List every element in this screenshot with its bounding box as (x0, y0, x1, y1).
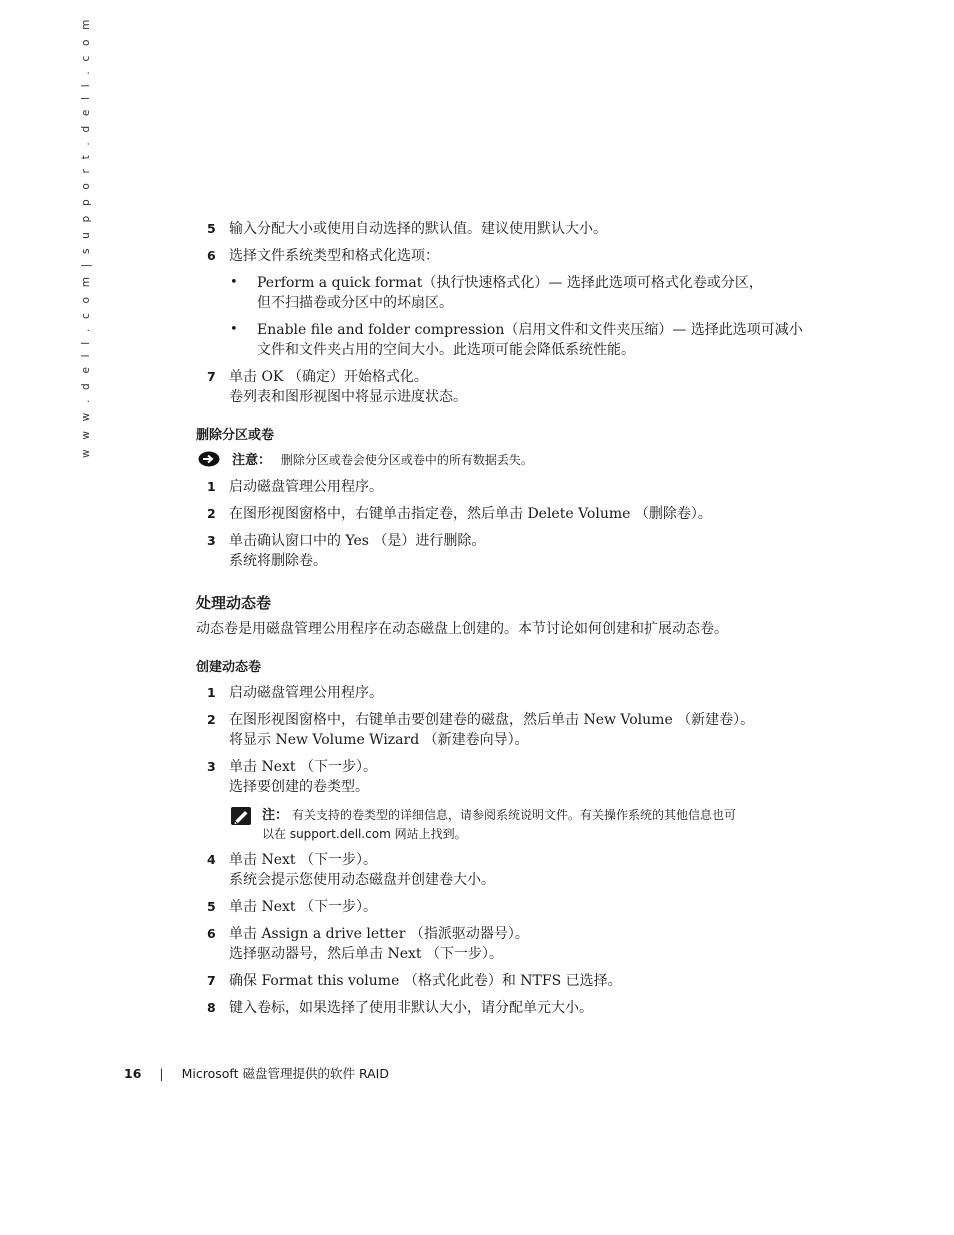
create-step-4 (196, 850, 816, 890)
page-footer (124, 1064, 389, 1082)
step-number: 5 (207, 221, 216, 236)
bullet-line: Enable file and folder compression（启用文件和文件夹压缩）— 选择此选项可减小 (257, 322, 803, 338)
create-step-2 (196, 710, 816, 750)
notice-label: 注意： (232, 453, 272, 468)
step-text: 卷列表和图形视图中将显示进度状态。 (229, 389, 467, 405)
step-number: 5 (207, 899, 216, 914)
create-step-7 (196, 971, 816, 991)
step-number: 8 (207, 1000, 216, 1015)
step-number: 3 (207, 759, 216, 774)
step-text: 将显示 New Volume Wizard （新建卷向导）。 (229, 732, 529, 748)
step-number: 7 (207, 973, 216, 988)
note-callout (196, 806, 816, 844)
step-text: 单击 Next （下一步）。 (229, 852, 377, 868)
notice-icon (198, 451, 220, 467)
heading-dynamic-volumes: 处理动态卷 (196, 594, 272, 612)
step-text: 单击确认窗口中的 Yes （是）进行删除。 (229, 533, 486, 549)
bullet-line: Perform a quick format（执行快速格式化）— 选择此选项可格式化卷或分区， (257, 275, 763, 291)
notice-text: 删除分区或卷会使分区或卷中的所有数据丢失。 (280, 453, 533, 467)
note-text: 有关支持的卷类型的详细信息，请参阅系统说明文件。有关操作系统的其他信息也可 (292, 808, 737, 822)
step-text: 单击 Next （下一步）。 (229, 899, 377, 915)
step-text: 输入分配大小或使用自动选择的默认值。建议使用默认大小。 (229, 221, 607, 237)
step-number: 2 (207, 506, 216, 521)
page-content (196, 219, 816, 1018)
step-number: 6 (207, 926, 216, 941)
step-text: 单击 Assign a drive letter （指派驱动器号）。 (229, 926, 529, 942)
bullet-dot: • (230, 322, 238, 337)
note-text: 以在 support.dell.com 网站上找到。 (262, 827, 467, 841)
create-step-1 (196, 683, 816, 703)
footer-title: Microsoft 磁盘管理提供的软件 RAID (181, 1066, 389, 1081)
bullet-quick-format (196, 273, 816, 313)
step-text: 系统会提示您使用动态磁盘并创建卷大小。 (229, 872, 495, 888)
delete-step-2 (196, 504, 816, 524)
step-text: 单击 OK （确定）开始格式化。 (229, 369, 428, 385)
step-text: 确保 Format this volume （格式化此卷）和 NTFS 已选择。 (229, 973, 622, 989)
step-text: 系统将删除卷。 (229, 553, 327, 569)
step-6 (196, 246, 816, 266)
step-text: 选择文件系统类型和格式化选项： (229, 248, 439, 264)
step-number: 6 (207, 248, 216, 263)
create-step-8 (196, 998, 816, 1018)
footer-separator: | (159, 1066, 164, 1081)
step-text: 在图形视图窗格中，右键单击要创建卷的磁盘，然后单击 New Volume （新建卷）。 (229, 712, 755, 728)
create-step-3 (196, 757, 816, 797)
step-text: 单击 Next （下一步）。 (229, 759, 377, 775)
step-text: 启动磁盘管理公用程序。 (229, 479, 383, 495)
step-number: 1 (207, 685, 216, 700)
delete-step-3 (196, 531, 816, 571)
bullet-dot: • (230, 275, 238, 290)
step-text: 在图形视图窗格中，右键单击指定卷，然后单击 Delete Volume （删除卷）。 (229, 506, 712, 522)
create-step-6 (196, 924, 816, 964)
create-step-5 (196, 897, 816, 917)
page-number: 16 (124, 1066, 142, 1081)
step-number: 1 (207, 479, 216, 494)
step-text: 选择要创建的卷类型。 (229, 779, 369, 795)
heading-create-dynamic: 创建动态卷 (196, 660, 262, 675)
note-label: 注： (262, 808, 289, 823)
bullet-compression (196, 320, 816, 360)
step-5 (196, 219, 816, 239)
heading-delete-partition: 删除分区或卷 (196, 428, 275, 443)
step-7 (196, 367, 816, 407)
step-number: 4 (207, 852, 216, 867)
note-pencil-icon (230, 806, 252, 826)
bullet-line: 文件和文件夹占用的空间大小。此选项可能会降低系统性能。 (257, 342, 635, 358)
dynamic-intro: 动态卷是用磁盘管理公用程序在动态磁盘上创建的。本节讨论如何创建和扩展动态卷。 (196, 621, 728, 637)
notice-callout (196, 451, 816, 470)
step-number: 2 (207, 712, 216, 727)
side-url: w w w . d e l l . c o m | s u p p o r t . d e l l . c o m (80, 16, 92, 458)
step-text: 键入卷标，如果选择了使用非默认大小，请分配单元大小。 (229, 1000, 593, 1016)
step-number: 7 (207, 369, 216, 384)
step-text: 启动磁盘管理公用程序。 (229, 685, 383, 701)
step-text: 选择驱动器号，然后单击 Next （下一步）。 (229, 946, 503, 962)
bullet-line: 但不扫描卷或分区中的坏扇区。 (257, 295, 453, 311)
step-number: 3 (207, 533, 216, 548)
delete-step-1 (196, 477, 816, 497)
